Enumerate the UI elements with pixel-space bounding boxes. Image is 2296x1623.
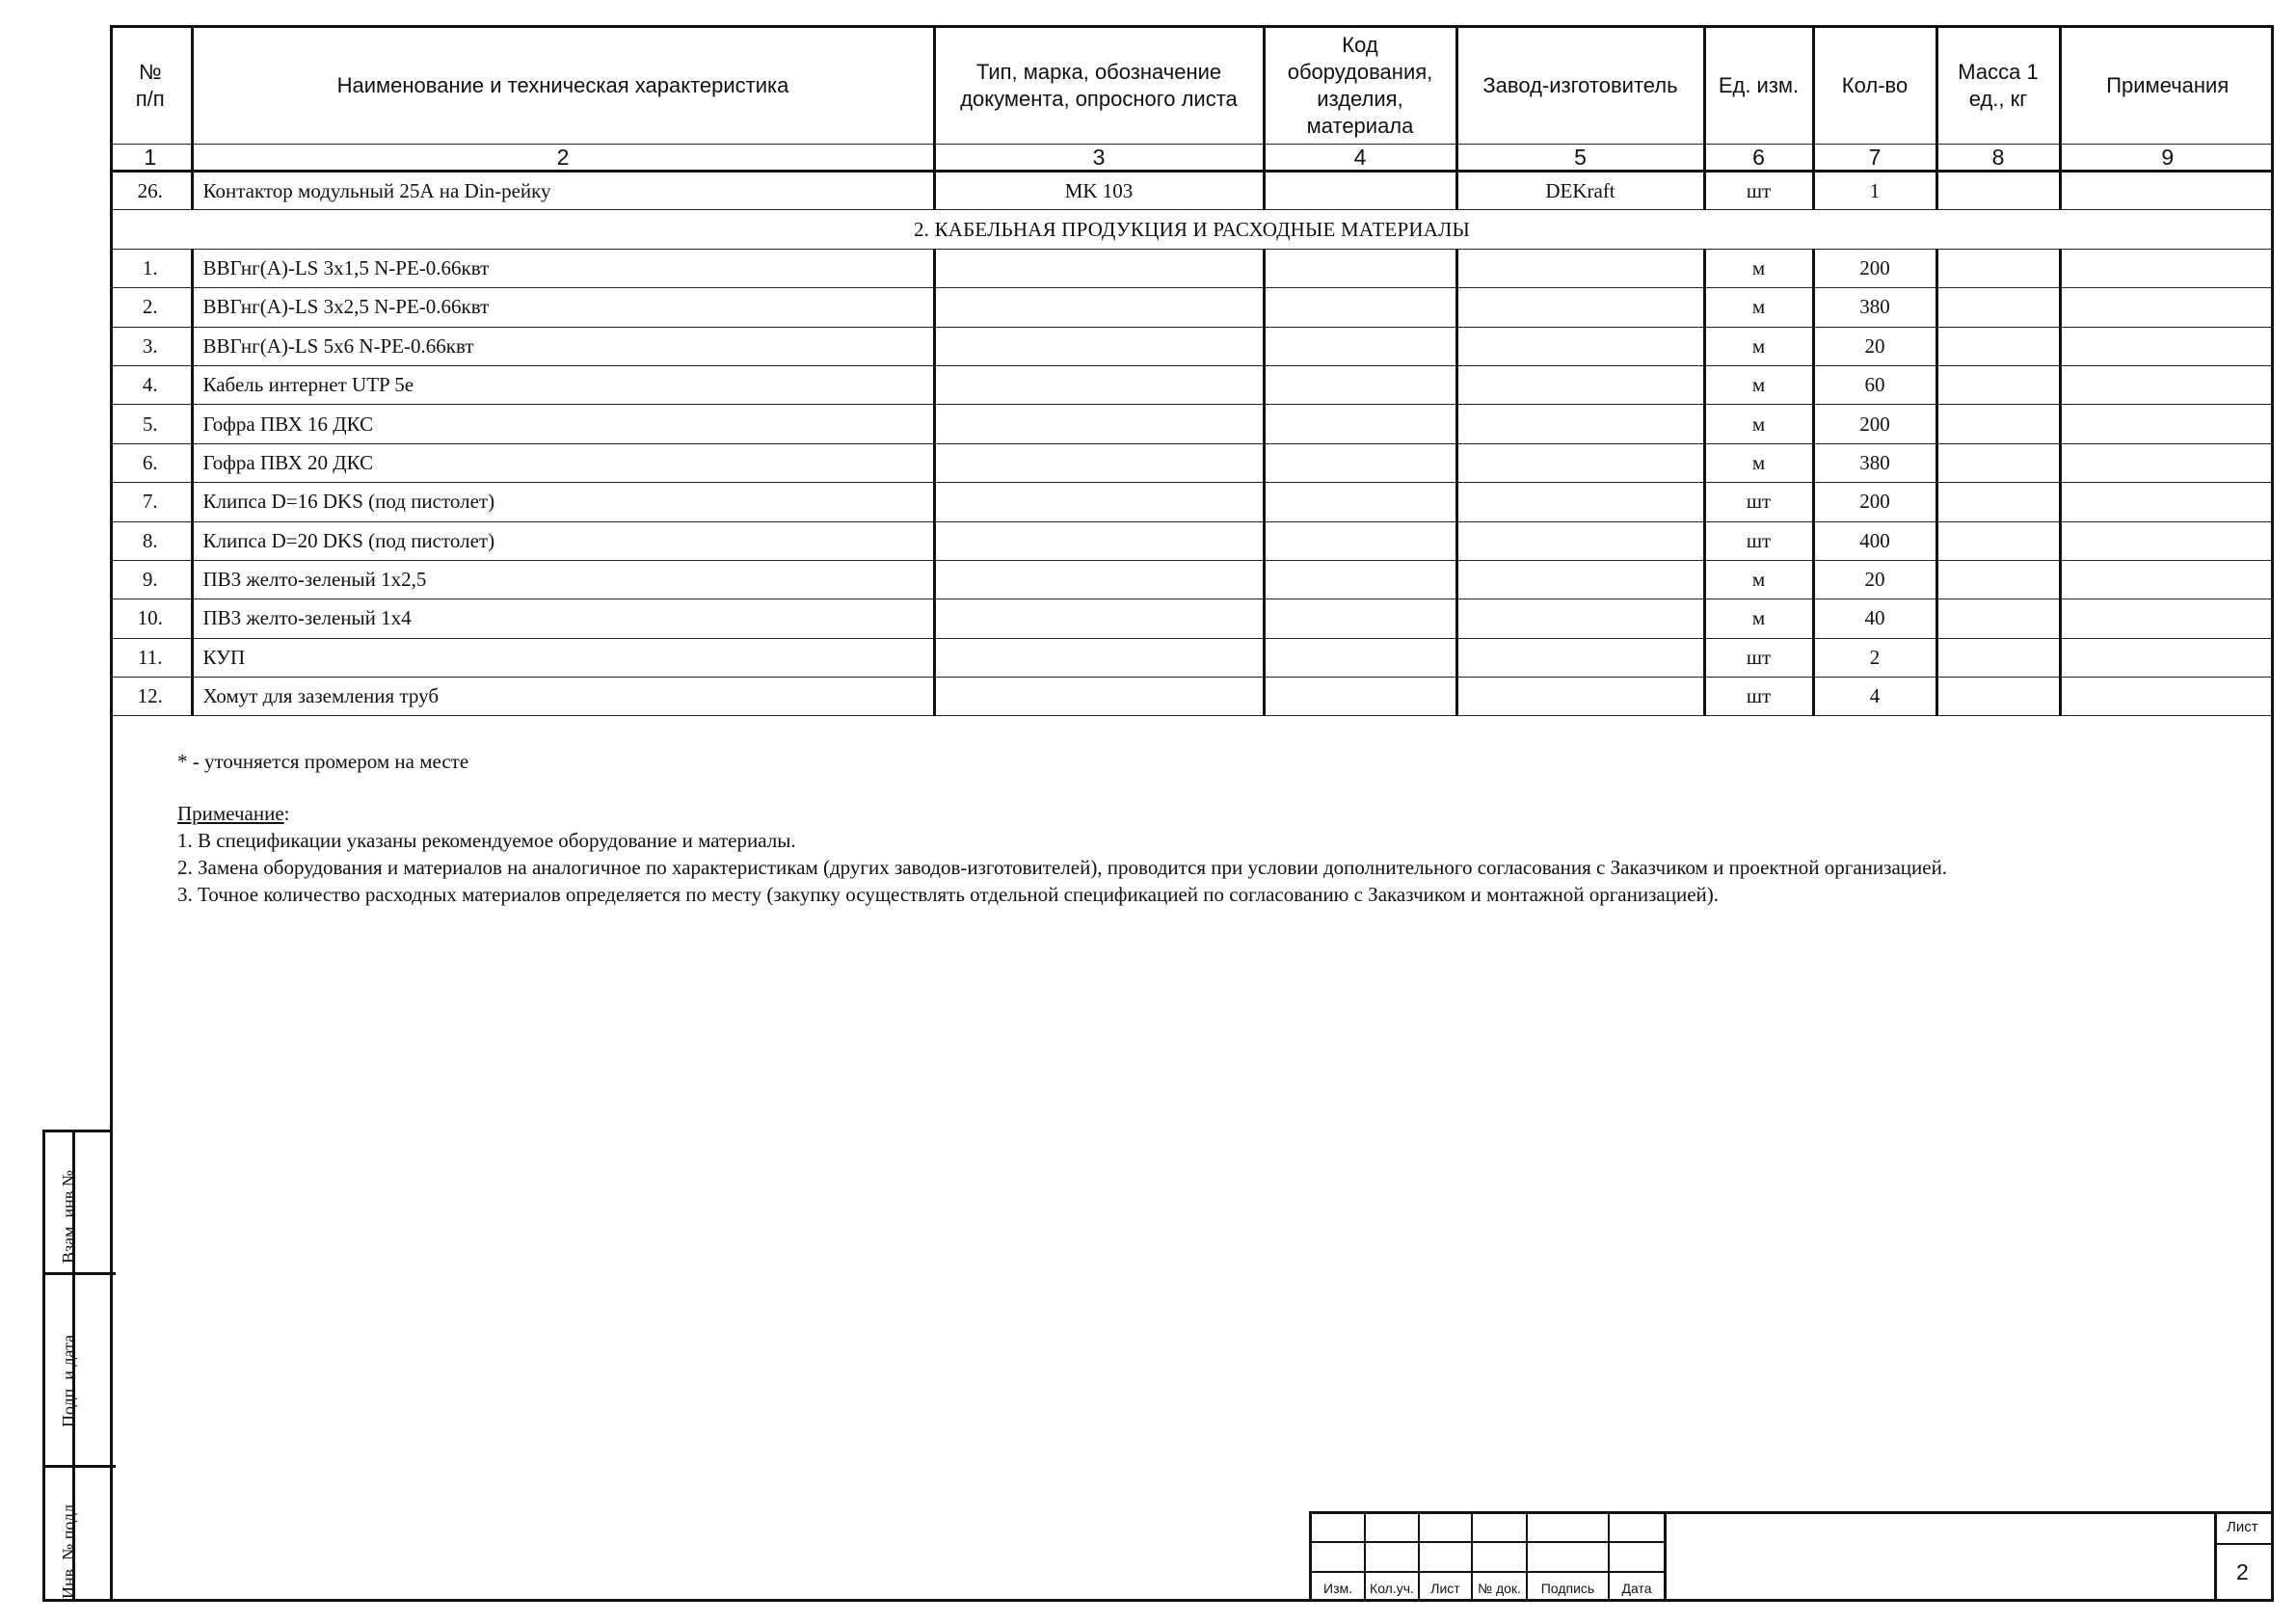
row-note xyxy=(2060,249,2274,287)
row-name: ВВГнг(А)-LS 5х6 N-PE-0.66квт xyxy=(192,327,934,365)
row-type: MK 103 xyxy=(934,172,1264,210)
row-code xyxy=(1264,288,1456,327)
row-note xyxy=(2060,638,2274,677)
table-header-row xyxy=(110,27,2274,145)
row-code xyxy=(1264,365,1456,404)
row-num: 5. xyxy=(110,405,192,443)
row-name: Кабель интернет UTP 5e xyxy=(192,365,934,404)
side-stamp xyxy=(42,1130,113,1602)
row-type xyxy=(934,560,1264,599)
column-number: 4 xyxy=(1264,145,1456,172)
row-code xyxy=(1264,638,1456,677)
table-row xyxy=(110,327,2274,365)
row-mass xyxy=(1936,599,2060,638)
row-unit: шт xyxy=(1704,521,1813,560)
row-num: 9. xyxy=(110,560,192,599)
row-name: Хомут для заземления труб xyxy=(192,678,934,716)
row-mass xyxy=(1936,365,2060,404)
header-num: № п/п xyxy=(110,27,192,145)
row-mass xyxy=(1936,678,2060,716)
row-maker xyxy=(1456,327,1704,365)
row-mass xyxy=(1936,172,2060,210)
row-unit: шт xyxy=(1704,678,1813,716)
row-num: 8. xyxy=(110,521,192,560)
table-row xyxy=(110,249,2274,287)
row-type xyxy=(934,288,1264,327)
note-3: 3. Точное количество расходных материалов определяется по месту (закупку осуществлять отдельной спецификацией по согласованию с Заказчиком и монтажной организацией). xyxy=(177,883,1719,906)
row-unit: м xyxy=(1704,249,1813,287)
row-maker xyxy=(1456,599,1704,638)
sheet-number: 2 xyxy=(2236,1559,2249,1584)
row-num: 11. xyxy=(110,638,192,677)
row-unit: м xyxy=(1704,327,1813,365)
row-name: Контактор модульный 25А на Din-рейку xyxy=(192,172,934,210)
header-unit: Ед. изм. xyxy=(1704,27,1813,145)
row-note xyxy=(2060,678,2274,716)
column-number-row xyxy=(110,145,2274,172)
row-name: Клипса D=16 DKS (под пистолет) xyxy=(192,483,934,521)
row-maker xyxy=(1456,560,1704,599)
header-note: Примечания xyxy=(2060,27,2274,145)
header-qty: Кол-во xyxy=(1813,27,1936,145)
row-note xyxy=(2060,599,2274,638)
row-name: Гофра ПВХ 16 ДКС xyxy=(192,405,934,443)
row-mass xyxy=(1936,483,2060,521)
row-type xyxy=(934,599,1264,638)
row-maker xyxy=(1456,288,1704,327)
row-note xyxy=(2060,521,2274,560)
note-1: 1. В спецификации указаны рекомендуемое оборудование и материалы. xyxy=(177,829,796,852)
row-unit: м xyxy=(1704,288,1813,327)
table-row xyxy=(110,288,2274,327)
row-type xyxy=(934,521,1264,560)
row-qty: 4 xyxy=(1813,678,1936,716)
side-label-inv: Инв. № подл. xyxy=(59,1500,78,1599)
side-label-vzam: Взам. инв.№ xyxy=(59,1170,78,1264)
row-unit: шт xyxy=(1704,638,1813,677)
row-type xyxy=(934,405,1264,443)
row-type xyxy=(934,638,1264,677)
table-row xyxy=(110,483,2274,521)
row-num: 3. xyxy=(110,327,192,365)
row-qty: 200 xyxy=(1813,249,1936,287)
row-num: 12. xyxy=(110,678,192,716)
header-name: Наименование и техническая характеристика xyxy=(192,27,934,145)
table-row xyxy=(110,521,2274,560)
row-code xyxy=(1264,249,1456,287)
row-code xyxy=(1264,327,1456,365)
row-num: 6. xyxy=(110,443,192,482)
row-mass xyxy=(1936,249,2060,287)
row-type xyxy=(934,249,1264,287)
section-title: 2. КАБЕЛЬНАЯ ПРОДУКЦИЯ И РАСХОДНЫЕ МАТЕРИАЛЫ xyxy=(110,210,2274,249)
row-code xyxy=(1264,599,1456,638)
row-note xyxy=(2060,327,2274,365)
row-mass xyxy=(1936,405,2060,443)
row-type xyxy=(934,365,1264,404)
row-num: 1. xyxy=(110,249,192,287)
table-row xyxy=(110,678,2274,716)
header-mass: Масса 1 ед., кг xyxy=(1936,27,2060,145)
row-name: ВВГнг(А)-LS 3х2,5 N-PE-0.66квт xyxy=(192,288,934,327)
row-code xyxy=(1264,443,1456,482)
row-unit: шт xyxy=(1704,172,1813,210)
row-maker xyxy=(1456,521,1704,560)
title-block-caption: Изм. xyxy=(1323,1581,1352,1596)
title-block xyxy=(1309,1511,2274,1602)
table-row xyxy=(110,405,2274,443)
sheet-label: Лист xyxy=(2227,1519,2258,1535)
row-note xyxy=(2060,560,2274,599)
row-qty: 60 xyxy=(1813,365,1936,404)
title-block-caption: Кол.уч. xyxy=(1370,1581,1414,1596)
column-number: 3 xyxy=(934,145,1264,172)
table-row xyxy=(110,172,2274,210)
row-name: Гофра ПВХ 20 ДКС xyxy=(192,443,934,482)
row-qty: 400 xyxy=(1813,521,1936,560)
row-qty: 1 xyxy=(1813,172,1936,210)
row-maker xyxy=(1456,443,1704,482)
row-unit: м xyxy=(1704,599,1813,638)
row-num: 7. xyxy=(110,483,192,521)
row-qty: 380 xyxy=(1813,443,1936,482)
row-mass xyxy=(1936,288,2060,327)
row-name: ВВГнг(А)-LS 3х1,5 N-PE-0.66квт xyxy=(192,249,934,287)
note-2: 2. Замена оборудования и материалов на аналогичное по характеристикам (других заводов-изготовителей), проводится при условии дополнительного согласования с Заказчиком и проектной организацией. xyxy=(177,856,1948,879)
row-type xyxy=(934,327,1264,365)
notes-title xyxy=(177,802,290,826)
row-code xyxy=(1264,405,1456,443)
row-maker xyxy=(1456,678,1704,716)
header-maker: Завод-изготовитель xyxy=(1456,27,1704,145)
title-block-caption: Лист xyxy=(1430,1581,1460,1596)
section-row xyxy=(110,210,2274,249)
row-code xyxy=(1264,521,1456,560)
row-maker: DEKraft xyxy=(1456,172,1704,210)
column-number: 6 xyxy=(1704,145,1813,172)
column-number: 9 xyxy=(2060,145,2274,172)
row-code xyxy=(1264,560,1456,599)
column-number: 8 xyxy=(1936,145,2060,172)
row-qty: 20 xyxy=(1813,327,1936,365)
side-label-podp: Подп. и дата xyxy=(59,1334,78,1427)
column-number: 7 xyxy=(1813,145,1936,172)
table-row xyxy=(110,443,2274,482)
column-number: 5 xyxy=(1456,145,1704,172)
row-type xyxy=(934,443,1264,482)
notes-title-suffix: : xyxy=(283,802,290,825)
column-number: 1 xyxy=(110,145,192,172)
row-maker xyxy=(1456,638,1704,677)
row-note xyxy=(2060,483,2274,521)
row-code xyxy=(1264,483,1456,521)
table-row xyxy=(110,599,2274,638)
row-qty: 200 xyxy=(1813,483,1936,521)
row-num: 10. xyxy=(110,599,192,638)
row-qty: 380 xyxy=(1813,288,1936,327)
row-mass xyxy=(1936,521,2060,560)
row-code xyxy=(1264,172,1456,210)
row-mass xyxy=(1936,638,2060,677)
row-maker xyxy=(1456,249,1704,287)
column-number: 2 xyxy=(192,145,934,172)
notes-title-text: Примечание xyxy=(177,802,284,825)
table-row xyxy=(110,560,2274,599)
row-name: ПВ3 желто-зеленый 1х2,5 xyxy=(192,560,934,599)
row-num: 26. xyxy=(110,172,192,210)
row-unit: шт xyxy=(1704,483,1813,521)
row-note xyxy=(2060,365,2274,404)
row-type xyxy=(934,678,1264,716)
row-maker xyxy=(1456,405,1704,443)
row-name: КУП xyxy=(192,638,934,677)
row-code xyxy=(1264,678,1456,716)
row-qty: 40 xyxy=(1813,599,1936,638)
row-note xyxy=(2060,405,2274,443)
specification-table xyxy=(110,25,2274,716)
row-num: 4. xyxy=(110,365,192,404)
row-qty: 2 xyxy=(1813,638,1936,677)
row-name: Клипса D=20 DKS (под пистолет) xyxy=(192,521,934,560)
header-code: Код оборудования, изделия, материала xyxy=(1264,27,1456,145)
row-mass xyxy=(1936,560,2060,599)
row-unit: м xyxy=(1704,365,1813,404)
title-block-caption: № док. xyxy=(1478,1581,1521,1596)
row-maker xyxy=(1456,365,1704,404)
table-row xyxy=(110,638,2274,677)
row-unit: м xyxy=(1704,560,1813,599)
row-type xyxy=(934,483,1264,521)
row-note xyxy=(2060,443,2274,482)
row-unit: м xyxy=(1704,443,1813,482)
title-block-caption: Дата xyxy=(1621,1581,1652,1596)
asterisk-note: * - уточняется промером на месте xyxy=(177,750,469,773)
row-note xyxy=(2060,288,2274,327)
header-type: Тип, марка, обозначение документа, опросного листа xyxy=(934,27,1264,145)
row-mass xyxy=(1936,327,2060,365)
row-qty: 200 xyxy=(1813,405,1936,443)
row-note xyxy=(2060,172,2274,210)
row-name: ПВ3 желто-зеленый 1х4 xyxy=(192,599,934,638)
title-block-caption: Подпись xyxy=(1540,1581,1595,1596)
row-num: 2. xyxy=(110,288,192,327)
row-qty: 20 xyxy=(1813,560,1936,599)
row-mass xyxy=(1936,443,2060,482)
row-maker xyxy=(1456,483,1704,521)
table-row xyxy=(110,365,2274,404)
row-unit: м xyxy=(1704,405,1813,443)
